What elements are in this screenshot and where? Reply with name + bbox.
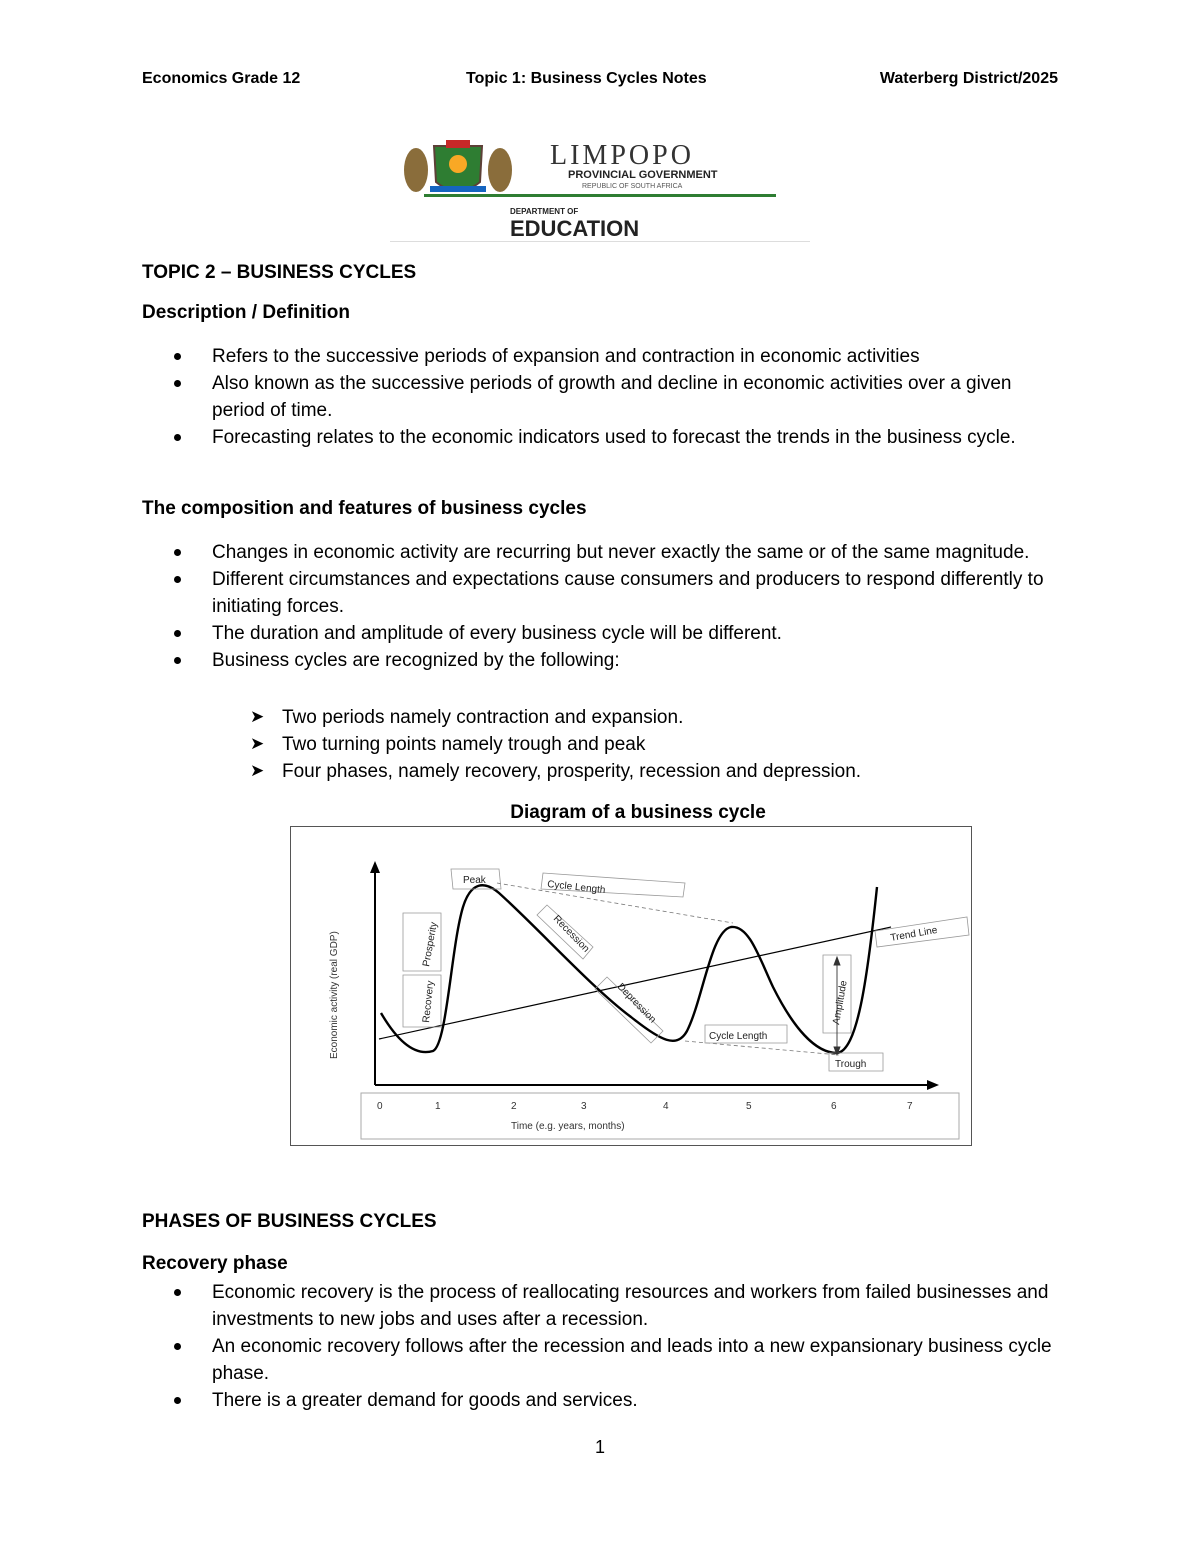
list-item: Business cycles are recognized by the following: [142,647,1062,674]
list-item: The duration and amplitude of every business cycle will be different. [142,620,1062,647]
recovery-label: Recovery [421,980,437,1024]
business-cycle-curve [381,885,877,1053]
x-axis-label: Time (e.g. years, months) [511,1121,625,1132]
logo-line4: EDUCATION [510,216,640,241]
x-tick-label: 3 [581,1101,587,1112]
composition-list [142,539,1062,674]
y-axis-label: Economic activity (real GDP) [329,931,340,1059]
list-item: Refers to the successive periods of expansion and contraction in economic activities [142,343,1062,370]
sub-list-item: ➤ Two periods namely contraction and expansion. [142,704,1062,731]
x-axis [375,1080,939,1090]
cycle-length-bottom-label: Cycle Length [709,1031,768,1042]
arrow-bullet-icon: ➤ [250,734,265,754]
coat-of-arms-icon [404,140,512,192]
phases-title: PHASES OF BUSINESS CYCLES [142,1211,437,1232]
list-item: An economic recovery follows after the recession and leads into a new expansionary business cycle phase. [142,1333,1062,1387]
list-item: Different circumstances and expectations cause consumers and producers to respond differently to initiating forces. [142,566,1062,620]
definition-list [142,343,1062,451]
list-item: Also known as the successive periods of growth and decline in economic activities over a given period of time. [142,370,1062,424]
peak-label: Peak [463,875,486,886]
figure-caption: Diagram of a business cycle [510,802,766,823]
recovery-phase-heading: Recovery phase [142,1253,288,1274]
depression-label: Depression [614,981,658,1026]
definition-heading: Description / Definition [142,302,350,323]
composition-sublist [142,704,1062,785]
limpopo-education-logo [390,136,810,244]
arrow-bullet-icon: ➤ [250,707,265,727]
trough-label: Trough [835,1059,867,1070]
list-item: Economic recovery is the process of reallocating resources and workers from failed businesses and investments to new jobs and uses after a recession. [142,1279,1062,1333]
arrow-bullet-icon: ➤ [250,761,265,781]
x-tick-label: 2 [511,1101,517,1112]
recession-label: Recession [550,913,592,955]
prosperity-label: Prosperity [421,921,440,968]
topic-title: TOPIC 2 – BUSINESS CYCLES [142,262,417,283]
header-left: Economics Grade 12 [142,70,301,87]
list-item: Forecasting relates to the economic indicators used to forecast the trends in the business cycle. [142,424,1062,451]
composition-heading: The composition and features of business cycles [142,498,587,519]
cycle-length-top-label: Cycle Length [546,879,606,897]
x-tick-labels [377,1101,913,1112]
sub-list-item: ➤ Four phases, namely recovery, prosperity, recession and depression. [142,758,1062,785]
header-right: Waterberg District/2025 [879,70,1058,87]
x-tick-label: 5 [746,1101,752,1112]
logo-title: LIMPOPO [550,140,694,171]
list-item: Changes in economic activity are recurring but never exactly the same or of the same magnitude. [142,539,1062,566]
page-number: 1 [594,1437,605,1457]
list-item: There is a greater demand for goods and services. [142,1387,1062,1414]
logo-line2: REPUBLIC OF SOUTH AFRICA [582,183,683,190]
recovery-list [142,1279,1062,1414]
y-axis [370,861,380,1085]
logo-line1: PROVINCIAL GOVERNMENT [568,169,718,181]
amplitude-label: Amplitude [831,979,850,1026]
x-tick-label: 1 [435,1101,441,1112]
logo-line3: DEPARTMENT OF [510,207,579,216]
x-tick-label: 7 [907,1101,913,1112]
trend-line-label: Trend Line [889,924,939,944]
x-tick-label: 0 [377,1101,383,1112]
header-center: Topic 1: Business Cycles Notes [466,70,707,87]
x-tick-label: 6 [831,1101,837,1112]
x-tick-label: 4 [663,1101,669,1112]
sub-list-item: ➤ Two turning points namely trough and peak [142,731,1062,758]
business-cycle-diagram [290,826,972,1146]
